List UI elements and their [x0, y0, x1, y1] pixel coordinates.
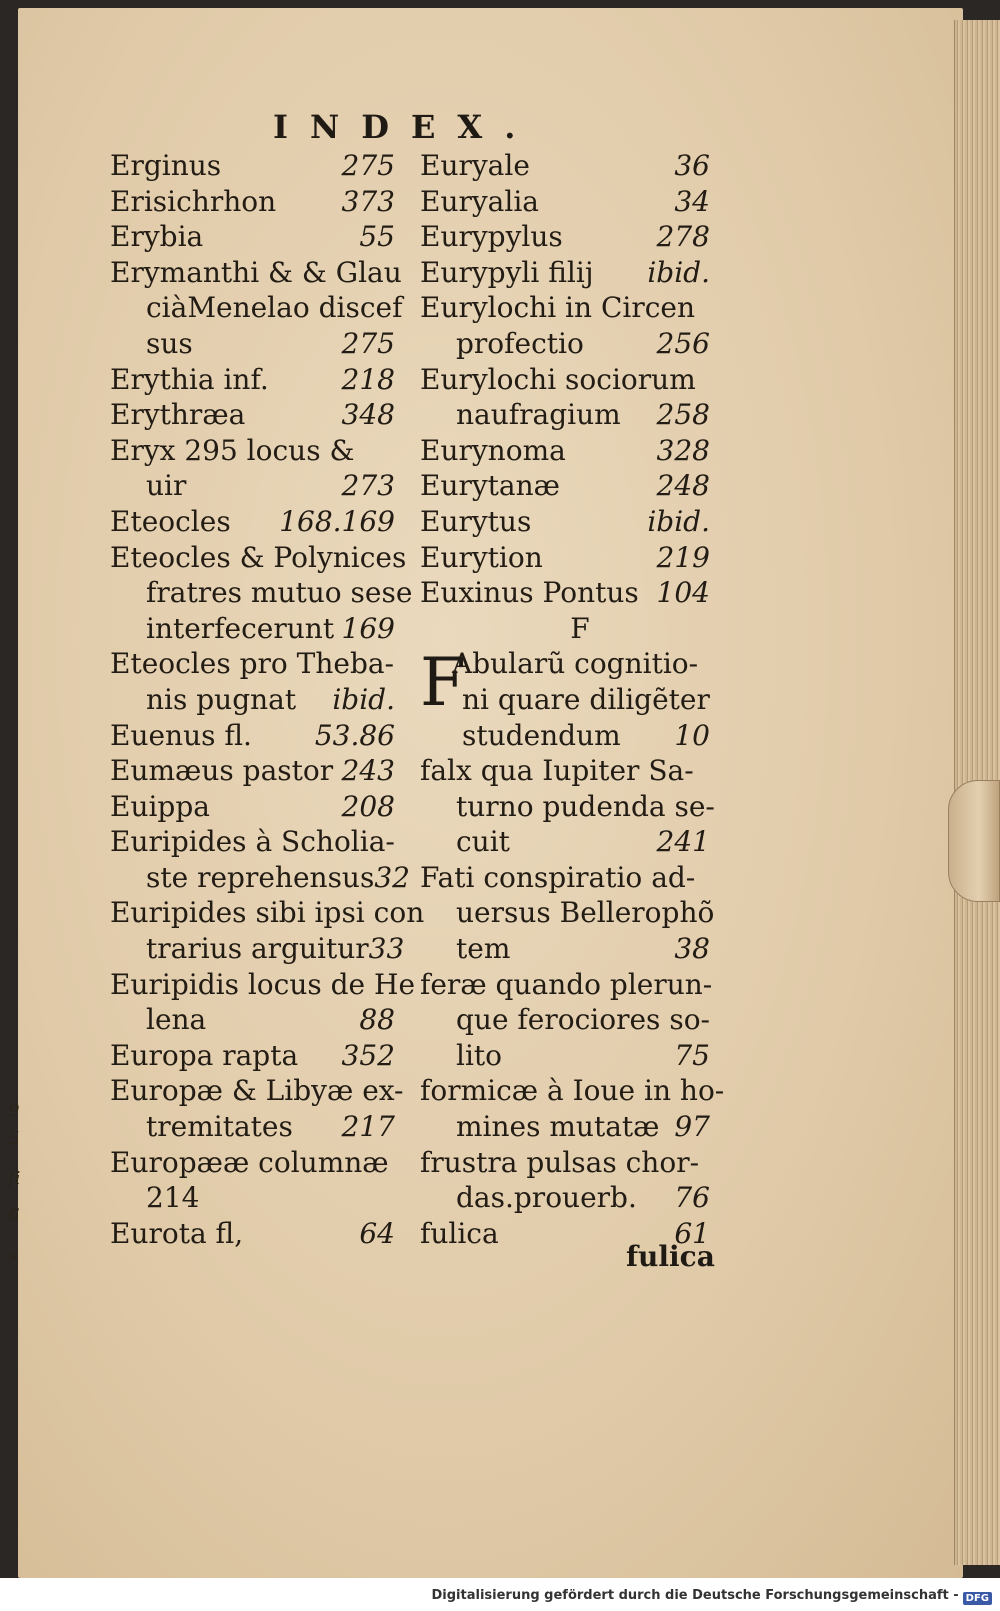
page-ref: 38	[674, 932, 710, 966]
index-entry	[420, 575, 710, 611]
index-term: falx qua Iupiter Sa-	[420, 754, 694, 788]
index-line	[110, 1002, 395, 1038]
page-ref: 34	[674, 184, 710, 218]
page-ref: 348	[341, 398, 395, 432]
page-ref: ibid.	[647, 255, 710, 289]
index-entry	[110, 895, 425, 966]
dropcap-entry	[420, 646, 710, 753]
digitization-footer	[0, 1578, 1000, 1611]
index-line	[110, 1180, 395, 1216]
footer-text: Digitalisierung gefördert durch die Deutsche Forschungsgemeinschaft -	[431, 1588, 959, 1603]
index-term: ni quare diligẽter	[462, 682, 710, 716]
page-ref: 218	[341, 362, 395, 396]
index-right-e-entries	[420, 148, 710, 611]
index-line	[420, 895, 715, 931]
page-ref: 88	[359, 1003, 395, 1037]
page-ref: 75	[674, 1038, 710, 1072]
index-term: Abularũ cognitio-	[452, 647, 699, 681]
index-line	[110, 611, 395, 647]
gutter-mark: s	[8, 1245, 18, 1266]
gutter-marks	[6, 0, 20, 1611]
index-term: Eteocles & Polynices	[110, 540, 407, 574]
index-term: Euenus fl.	[110, 718, 252, 752]
index-entry	[110, 433, 395, 504]
page-ref: 278	[656, 220, 710, 254]
index-term: Euripides à Scholia-	[110, 825, 395, 859]
index-entry	[420, 433, 710, 469]
page-ref: 97	[674, 1110, 710, 1144]
index-entry	[420, 1145, 710, 1216]
index-term: Fati conspiratio ad-	[420, 860, 696, 894]
index-entry	[110, 397, 395, 433]
index-line	[110, 362, 395, 398]
page-ref: 352	[341, 1038, 395, 1072]
index-entry	[420, 219, 710, 255]
page-ref: 76	[674, 1181, 710, 1215]
index-line	[420, 931, 710, 967]
index-line	[110, 575, 413, 611]
gutter-mark: ſi	[8, 1168, 21, 1189]
index-term: Eurylochi in Circen	[420, 291, 695, 325]
index-right-f-entries	[420, 753, 725, 1251]
index-term: Eteocles pro Theba-	[110, 647, 395, 681]
page-ref: 64	[359, 1216, 395, 1250]
index-entry	[110, 255, 403, 362]
page-header: INDEX.	[273, 108, 538, 146]
index-entry	[110, 967, 416, 1038]
clasp	[948, 780, 1000, 902]
index-line	[110, 219, 395, 255]
index-line	[420, 184, 710, 220]
index-term: fulica	[420, 1216, 499, 1250]
index-line	[420, 540, 710, 576]
index-term: naufragium	[456, 398, 621, 432]
page-ref: 169	[341, 611, 395, 645]
index-entry	[110, 824, 410, 895]
index-line	[420, 789, 715, 825]
index-term: profectio	[456, 326, 584, 360]
index-line	[110, 1073, 404, 1109]
page-ref: 248	[656, 469, 710, 503]
index-term: feræ quando plerun-	[420, 967, 713, 1001]
index-line	[110, 1109, 395, 1145]
index-line	[420, 290, 710, 326]
index-term: Erisichrhon	[110, 184, 277, 218]
index-entry	[110, 148, 395, 184]
index-line	[110, 148, 395, 184]
index-term: Eurytion	[420, 540, 543, 574]
index-line	[110, 184, 395, 220]
page-ref: 258	[656, 398, 710, 432]
index-term: uersus Bellerophõ	[456, 896, 715, 930]
index-term: ciàMenelao discef	[146, 291, 403, 325]
index-entry	[420, 255, 710, 291]
index-line	[420, 1038, 710, 1074]
index-entry	[110, 362, 395, 398]
index-line	[110, 468, 395, 504]
index-entry	[110, 1216, 395, 1252]
index-entry	[110, 1145, 395, 1216]
index-line	[420, 433, 710, 469]
index-line	[420, 1180, 710, 1216]
index-line	[110, 433, 395, 469]
index-term: Eurytanæ	[420, 469, 560, 503]
index-term: turno pudenda se-	[456, 789, 715, 823]
index-entry	[110, 1073, 404, 1144]
index-column-right	[420, 148, 725, 1251]
index-term: Erymanthi & & Glau	[110, 255, 402, 289]
gutter-mark: 9	[8, 1100, 20, 1121]
index-line	[110, 646, 395, 682]
index-line	[110, 895, 425, 931]
index-line	[420, 967, 713, 1003]
page-ref: 328	[656, 433, 710, 467]
page-ref: 61	[674, 1216, 710, 1250]
index-term: tremitates	[146, 1110, 293, 1144]
index-entry	[110, 646, 395, 717]
index-term: studendum	[462, 718, 621, 752]
page-ref: 32	[374, 860, 410, 894]
index-term: tem	[456, 932, 511, 966]
index-line	[110, 824, 395, 860]
index-term: Euippa	[110, 789, 210, 823]
index-term: Eurynoma	[420, 433, 566, 467]
dfg-logo: DFG	[963, 1592, 992, 1605]
page-ref: 217	[341, 1110, 395, 1144]
gutter-mark: 5	[8, 1128, 20, 1149]
index-entry	[420, 468, 710, 504]
index-term: 214	[146, 1181, 200, 1215]
page-ref: 53.86	[314, 718, 395, 752]
index-term: frustra pulsas chor-	[420, 1145, 700, 1179]
index-term: interfecerunt	[146, 611, 335, 645]
book-leaf	[18, 8, 963, 1578]
index-entry	[110, 540, 413, 647]
index-term: Eurota fl,	[110, 1216, 244, 1250]
index-entry	[420, 860, 715, 967]
index-term: Eumæus pastor	[110, 754, 334, 788]
page-ref: 10	[674, 718, 710, 752]
index-entry	[420, 290, 710, 361]
index-entry	[110, 753, 395, 789]
page-ref: 208	[341, 789, 395, 823]
index-entry	[420, 148, 710, 184]
dropcap-letter: F	[420, 644, 466, 722]
index-term: Eurypylus	[420, 220, 563, 254]
index-term: sus	[146, 326, 193, 360]
letter-heading: F	[570, 611, 590, 645]
index-line	[110, 718, 395, 754]
index-term: cuit	[456, 825, 510, 859]
index-line	[420, 824, 710, 860]
index-term: trarius arguitur	[146, 932, 369, 966]
index-entry	[110, 1038, 395, 1074]
page-ref: ibid.	[647, 504, 710, 538]
index-entry	[110, 504, 395, 540]
index-entry	[420, 184, 710, 220]
index-term: Erybia	[110, 220, 204, 254]
index-line	[420, 1145, 710, 1181]
index-term: lito	[456, 1038, 503, 1072]
page-ref: 33	[368, 932, 405, 966]
index-entry	[420, 753, 715, 860]
index-line	[110, 967, 416, 1003]
index-term: Euxinus Pontus	[420, 576, 639, 610]
index-line	[420, 753, 710, 789]
index-term: formicæ à Ioue in ho-	[420, 1074, 725, 1108]
index-line	[110, 1216, 395, 1252]
index-entry	[420, 540, 710, 576]
index-term: nis pugnat	[146, 682, 297, 716]
index-term: Eurylochi sociorum	[420, 362, 696, 396]
index-term: Erginus	[110, 149, 222, 182]
index-line	[110, 397, 395, 433]
index-term: que ferociores so-	[456, 1003, 711, 1037]
index-line	[420, 219, 710, 255]
index-line	[110, 789, 395, 825]
index-term: Euryale	[420, 149, 530, 182]
index-line	[420, 718, 710, 754]
index-line	[420, 860, 710, 896]
page-ref: 219	[656, 540, 710, 574]
catchword: fulica	[626, 1240, 715, 1273]
index-line	[110, 540, 407, 576]
index-term: Eurytus	[420, 504, 532, 538]
index-term: Erythia inf.	[110, 362, 269, 396]
index-entry	[420, 967, 713, 1074]
page-ref: ibid.	[332, 682, 395, 716]
index-line	[420, 148, 710, 184]
index-line	[420, 504, 710, 540]
index-term: Eteocles	[110, 504, 231, 538]
index-term: Europææ columnæ	[110, 1145, 389, 1179]
page-ref: 243	[341, 754, 395, 788]
index-line	[420, 575, 710, 611]
index-line	[110, 682, 395, 718]
gutter-mark: 6	[8, 1205, 20, 1226]
page-ref: 168.169	[279, 504, 395, 538]
page-ref: 36	[674, 149, 710, 182]
index-line	[420, 397, 710, 433]
index-line	[420, 468, 710, 504]
page-ref: 275	[341, 149, 395, 182]
index-term: Eryx 295 locus &	[110, 433, 355, 467]
index-line	[110, 931, 405, 967]
index-term: uir	[146, 469, 187, 503]
page-ref: 256	[656, 326, 710, 360]
index-term: Euripides sibi ipsi con	[110, 896, 425, 930]
index-column-left	[110, 148, 425, 1251]
index-term: Eurypyli filij	[420, 255, 594, 289]
page-ref: 241	[656, 825, 710, 859]
index-term: Euryalia	[420, 184, 539, 218]
index-entry	[110, 184, 395, 220]
index-line	[420, 326, 710, 362]
page-ref: 55	[359, 220, 395, 254]
index-line	[420, 362, 710, 398]
index-entry	[420, 1073, 725, 1144]
index-term: ste reprehensus	[146, 860, 375, 894]
index-line	[420, 1002, 710, 1038]
index-entry	[110, 219, 395, 255]
index-term: lena	[146, 1003, 207, 1037]
index-line	[420, 1109, 710, 1145]
index-line	[420, 255, 710, 291]
index-line	[110, 1145, 395, 1181]
index-term: fratres mutuo sese	[146, 576, 413, 610]
index-term: Europa rapta	[110, 1038, 299, 1072]
index-line	[110, 504, 395, 540]
index-term: das.prouerb.	[456, 1181, 637, 1215]
index-line	[110, 860, 410, 896]
index-line	[420, 1073, 725, 1109]
index-line	[110, 1038, 395, 1074]
index-term: Erythræa	[110, 398, 246, 432]
page-ref: 373	[341, 184, 395, 218]
index-term: Euripidis locus de He	[110, 967, 416, 1001]
index-term: Europæ & Libyæ ex-	[110, 1074, 404, 1108]
index-term: mines mutatæ	[456, 1110, 660, 1144]
page-ref: 273	[341, 469, 395, 503]
index-entry	[110, 718, 395, 754]
index-entry	[420, 362, 710, 433]
index-line	[110, 753, 395, 789]
page-ref: 275	[341, 326, 395, 360]
index-line	[110, 255, 402, 291]
index-entry	[110, 789, 395, 825]
page-ref: 104	[656, 576, 710, 610]
index-line	[110, 326, 395, 362]
index-line	[110, 290, 403, 326]
index-entry	[420, 504, 710, 540]
